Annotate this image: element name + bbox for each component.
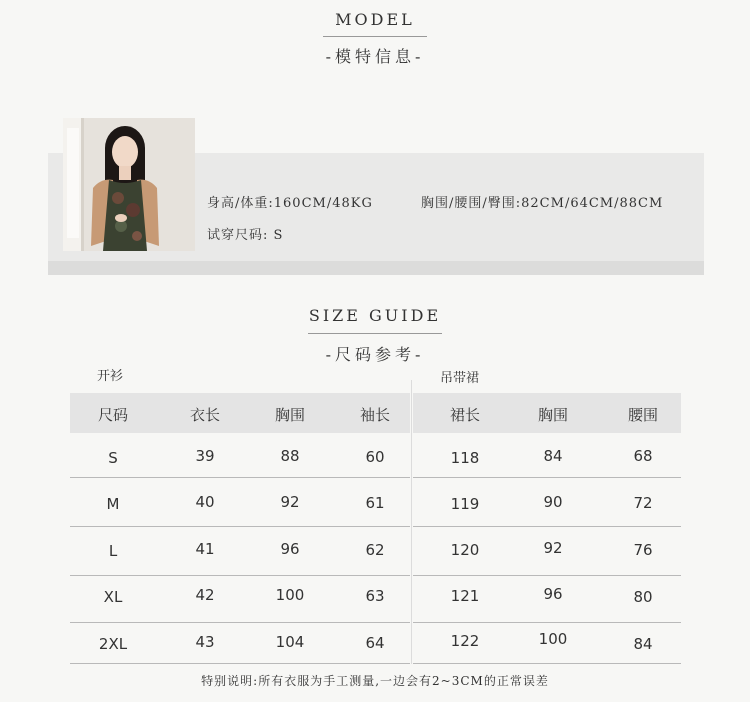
slip-dress-row-4-waist: 80 [633,588,653,606]
slip-dress-row-3-bust: 92 [543,539,563,557]
cardigan-row-4-bust: 100 [275,586,305,604]
model-photo-illustration [63,118,195,251]
cardigan-row-2-sleeve: 61 [365,494,385,512]
cardigan-row-5-length: 43 [195,633,215,651]
slip-dress-header-waist: 腰围 [627,406,658,424]
cardigan-row-divider [70,526,410,527]
slip-dress-header-bust: 胸围 [537,406,568,424]
model-height-weight: 身高/体重:160CM/48KG [207,196,373,211]
cardigan-row-2-length: 40 [195,493,215,511]
cardigan-row-5-sleeve: 64 [365,634,385,652]
measurement-note: 特别说明:所有衣服为手工测量,一边会有2~3CM的正常误差 [201,674,549,688]
cardigan-header-bust: 胸围 [274,406,305,424]
slip-dress-row-1-bust: 84 [543,447,563,465]
size-guide-subtitle: -尺码参考- [325,345,425,364]
slip-dress-row-2-length: 119 [450,495,480,513]
cardigan-row-3-bust: 96 [280,540,300,558]
cardigan-row-4-length: 42 [195,586,215,604]
size-guide-rule [308,333,442,334]
cardigan-row-2-size: M [106,495,120,513]
cardigan-row-1-bust: 88 [280,447,300,465]
cardigan-header-sleeve: 袖长 [359,406,390,424]
slip-dress-row-5-bust: 100 [538,630,568,648]
slip-dress-row-divider [413,575,681,576]
slip-dress-label: 吊带裙 [440,371,480,386]
model-measurements: 胸围/腰围/臀围:82CM/64CM/88CM [421,196,664,211]
slip-dress-row-2-bust: 90 [543,493,563,511]
cardigan-row-3-sleeve: 62 [365,541,385,559]
cardigan-row-divider [70,622,410,623]
cardigan-row-3-size: L [108,542,118,560]
slip-dress-header-length: 裙长 [449,406,480,424]
cardigan-row-divider [70,663,410,664]
slip-dress-row-3-length: 120 [450,541,480,559]
slip-dress-row-divider [413,663,681,664]
size-guide-title: SIZE GUIDE [308,306,442,325]
cardigan-header-length: 衣长 [189,406,220,424]
slip-dress-row-1-waist: 68 [633,447,653,465]
slip-dress-row-divider [413,526,681,527]
cardigan-row-1-length: 39 [195,447,215,465]
cardigan-row-divider [70,477,410,478]
cardigan-row-2-bust: 92 [280,493,300,511]
slip-dress-row-4-bust: 96 [543,585,563,603]
slip-dress-row-5-waist: 84 [633,635,653,653]
table-separator [411,380,412,664]
model-title: MODEL [335,10,415,29]
model-try-size: 试穿尺码: S [207,228,284,243]
slip-dress-row-3-waist: 76 [633,541,653,559]
cardigan-row-divider [70,575,410,576]
model-title-rule [323,36,427,37]
slip-dress-row-divider [413,622,681,623]
cardigan-row-5-bust: 104 [275,633,305,651]
model-photo [63,118,195,251]
model-info-band-shadow [48,261,704,275]
cardigan-row-1-size: S [108,449,118,467]
slip-dress-row-divider [413,477,681,478]
cardigan-header-size: 尺码 [97,406,128,424]
slip-dress-row-2-waist: 72 [633,494,653,512]
cardigan-row-4-size: XL [103,588,123,606]
cardigan-row-5-size: 2XL [98,635,128,653]
cardigan-row-4-sleeve: 63 [365,587,385,605]
model-subtitle: -模特信息- [325,47,425,66]
cardigan-row-3-length: 41 [195,540,215,558]
slip-dress-row-5-length: 122 [450,632,480,650]
slip-dress-row-1-length: 118 [450,449,480,467]
slip-dress-row-4-length: 121 [450,587,480,605]
cardigan-row-1-sleeve: 60 [365,448,385,466]
cardigan-label: 开衫 [97,369,124,384]
